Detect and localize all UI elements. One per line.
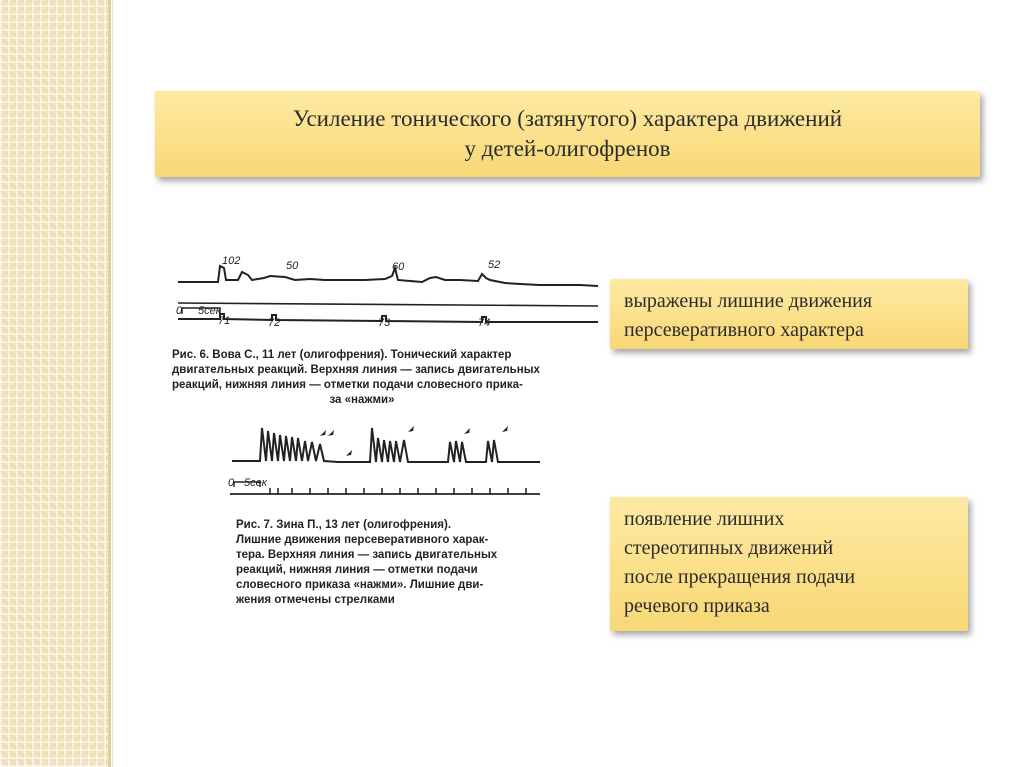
callout-perseverative — [610, 279, 968, 349]
title-box — [155, 91, 980, 177]
arrow-icon — [328, 430, 337, 436]
fig7-caption-line: словесного приказа «нажми». Лишние дви- — [236, 579, 484, 591]
fig7-arrows — [320, 426, 511, 456]
fig6-peak-label: 60 — [392, 261, 405, 273]
callout-2-line-1: появление лишних — [624, 508, 785, 530]
callout-stereotyped — [610, 497, 968, 631]
fig7-caption-line: реакций, нижняя линия — отметки подачи — [236, 564, 478, 576]
fig7-upper-trace — [232, 428, 540, 462]
arrow-icon — [320, 430, 329, 436]
fig6-caption-line: Рис. 6. Вова С., 11 лет (олигофрения). Тонический характер — [172, 349, 512, 361]
fig6-caption-line: за «нажми» — [329, 394, 395, 406]
fig6-upper-trace — [178, 266, 598, 286]
fig6-caption — [172, 348, 602, 408]
fig7-caption-line: Рис. 7. Зина П., 13 лет (олигофрения). — [236, 519, 452, 531]
arrow-icon — [346, 450, 355, 456]
fig7-caption — [236, 518, 566, 608]
arrow-icon — [502, 426, 511, 432]
fig7-caption-line: жения отмечены стрелками — [236, 594, 395, 606]
callout-2-line-4: речевого приказа — [624, 595, 770, 617]
fig6-mark-label: 71 — [218, 315, 231, 327]
fig6-caption-line: двигательных реакций. Верхняя линия — запись двигательных — [172, 364, 540, 376]
fig7-caption-line: тера. Верхняя линия — запись двигательных — [236, 549, 498, 561]
fig6-peak-label: 50 — [286, 260, 299, 272]
callout-1-line-2: персеверативного характера — [624, 319, 864, 341]
fig7-caption-line: Лишние движения персеверативного харак- — [236, 534, 489, 546]
side-divider — [108, 0, 111, 767]
callout-2-line-2: стереотипных движений — [624, 537, 834, 559]
fig6-peak-label: 52 — [488, 259, 501, 271]
side-divider-thin — [112, 0, 113, 767]
fig6-mark-label: 73 — [378, 317, 391, 329]
arrow-icon — [408, 426, 417, 432]
fig7-scale-label: 5сек — [244, 477, 267, 489]
fig6-mid-line — [178, 303, 598, 306]
arrow-icon — [464, 428, 473, 434]
title-line-1: Усиление тонического (затянутого) характера движений — [292, 106, 843, 131]
fig6-caption-line: реакций, нижняя линия — отметки подачи словесного прика- — [172, 379, 523, 391]
scanned-figure — [160, 228, 610, 628]
title-line-2: у детей-олигофренов — [464, 136, 671, 161]
fig6-mark-label: 74 — [478, 317, 491, 329]
fig7-zero-label: 0 — [228, 477, 235, 489]
decorative-side-band — [0, 0, 108, 767]
fig6-peak-label: 102 — [222, 255, 241, 267]
fig6-scale-label: 5сек — [198, 305, 221, 317]
callout-1-line-1: выражены лишние движения — [624, 290, 873, 312]
fig6-zero-label: 0 — [176, 305, 183, 317]
fig6-mark-label: 72 — [268, 317, 281, 329]
callout-2-line-3: после прекращения подачи — [624, 566, 856, 588]
